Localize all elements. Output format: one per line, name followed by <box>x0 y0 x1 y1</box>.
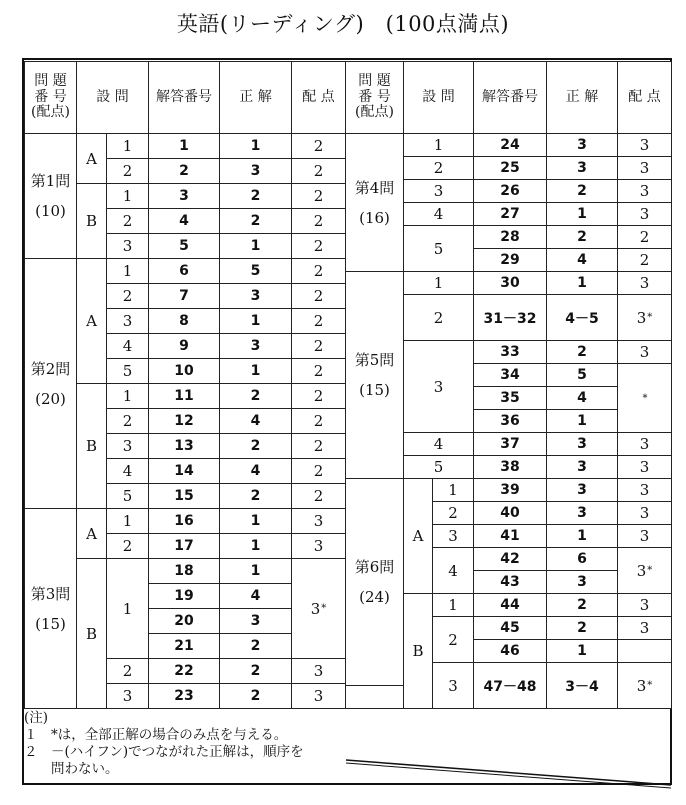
correct-answer-cell: 1 <box>546 639 618 663</box>
question-number: 2 <box>106 208 149 234</box>
question-number: 3 <box>106 233 149 259</box>
points-value: 3 <box>639 159 650 177</box>
right-header-setsumon: 設 問 <box>403 61 474 134</box>
question-number: 5 <box>106 483 149 509</box>
points-cell <box>617 662 672 709</box>
correct-answer-cell: 4 <box>219 458 292 484</box>
question-number: 1 <box>106 183 149 209</box>
sub-label-3A: A <box>76 508 107 559</box>
points-value: 3 <box>639 274 650 292</box>
answer-number-cell: 29 <box>473 248 547 272</box>
answer-number-cell: 23 <box>148 683 220 709</box>
points-cell <box>617 179 672 203</box>
answer-number-cell: 16 <box>148 508 220 534</box>
points-cell: 2 <box>291 358 346 384</box>
correct-answer-cell: 2 <box>219 633 292 659</box>
question-number: 1 <box>106 133 149 159</box>
right-header-mondai <box>345 61 404 134</box>
answer-number-cell: 39 <box>473 478 547 502</box>
question-number: 4 <box>106 333 149 359</box>
answer-number-cell: 18 <box>148 558 220 584</box>
asterisk-mark: * <box>321 603 327 614</box>
correct-answer-cell: 2 <box>546 593 618 617</box>
correct-answer-cell: 2 <box>546 616 618 640</box>
points-value: 3 <box>639 527 650 545</box>
points-value: 3 <box>636 308 647 327</box>
section-points: (10) <box>35 202 66 220</box>
correct-answer-cell: 3－4 <box>546 662 618 709</box>
points-value: 3 <box>639 343 650 361</box>
points-cell <box>617 294 672 341</box>
points-value: 3 <box>310 599 321 618</box>
correct-answer-cell: 1 <box>219 533 292 559</box>
correct-answer-cell: 2 <box>219 483 292 509</box>
question-number: 4 <box>106 458 149 484</box>
note-1: １ *は，全部正解の場合のみ点を与える。 <box>24 727 288 743</box>
section-points: (24) <box>359 588 390 606</box>
answer-number-cell: 6 <box>148 258 220 284</box>
correct-answer-cell: 3 <box>219 333 292 359</box>
section-label-1 <box>24 133 77 259</box>
answer-number-cell: 27 <box>473 202 547 226</box>
question-number: 3 <box>403 340 474 433</box>
notes-heading: (注) <box>24 710 49 726</box>
note-2: ２ －(ハイフン)でつながれた正解は，順序を <box>24 744 304 760</box>
correct-answer-cell: 4－5 <box>546 294 618 341</box>
correct-answer-cell: 3 <box>546 570 618 594</box>
question-number: 4 <box>403 202 474 226</box>
points-value: 2 <box>639 228 650 246</box>
section-label-5 <box>345 271 404 479</box>
points-cell <box>617 524 672 548</box>
left-header-haiten: 配 点 <box>291 61 346 134</box>
points-value: 3 <box>639 458 650 476</box>
answer-number-cell: 8 <box>148 308 220 334</box>
answer-number-cell: 38 <box>473 455 547 479</box>
answer-number-cell: 42 <box>473 547 547 571</box>
correct-answer-cell: 1 <box>219 358 292 384</box>
left-header-setsumon: 設 問 <box>76 61 149 134</box>
points-cell <box>291 558 346 659</box>
sub-label-6B: B <box>403 593 433 709</box>
question-number: 2 <box>106 408 149 434</box>
correct-answer-cell: 5 <box>546 363 618 387</box>
correct-answer-cell: 4 <box>546 386 618 410</box>
correct-answer-cell: 3 <box>546 156 618 180</box>
correct-answer-cell: 4 <box>546 248 618 272</box>
answer-number-cell: 11 <box>148 383 220 409</box>
points-value: 3 <box>639 205 650 223</box>
question-number: 1 <box>403 271 474 295</box>
answer-number-cell: 1 <box>148 133 220 159</box>
question-number: 3 <box>106 433 149 459</box>
answer-number-cell: 21 <box>148 633 220 659</box>
correct-answer-cell: 1 <box>219 508 292 534</box>
correct-answer-cell: 2 <box>546 225 618 249</box>
points-cell: 2 <box>291 183 346 209</box>
question-number: 2 <box>106 533 149 559</box>
answer-number-cell: 31－32 <box>473 294 547 341</box>
points-value: 3 <box>639 435 650 453</box>
points-cell: 2 <box>291 383 346 409</box>
answer-number-cell: 24 <box>473 133 547 157</box>
question-number: 3 <box>432 662 474 709</box>
section-points: (16) <box>359 208 390 227</box>
asterisk-mark: * <box>647 312 653 323</box>
asterisk-mark: * <box>647 565 653 576</box>
points-cell <box>617 616 672 640</box>
right-header-haiten: 配 点 <box>617 61 672 134</box>
note-2-cont: 問わない。 <box>24 761 119 777</box>
answer-number-cell: 30 <box>473 271 547 295</box>
points-cell <box>617 478 672 502</box>
answer-number-cell: 34 <box>473 363 547 387</box>
correct-answer-cell: 3 <box>546 478 618 502</box>
sub-label-2B: B <box>76 383 107 509</box>
points-cell <box>617 248 672 272</box>
points-cell: 3 <box>291 658 346 684</box>
sub-label-3B: B <box>76 558 107 709</box>
points-cell <box>617 202 672 226</box>
right-header-seikai: 正 解 <box>546 61 618 134</box>
section-name: 第5問 <box>354 351 395 369</box>
points-value: 3 <box>639 619 650 637</box>
points-cell <box>617 639 672 663</box>
correct-answer-cell: 3 <box>219 283 292 309</box>
answer-number-cell: 14 <box>148 458 220 484</box>
correct-answer-cell: 4 <box>219 408 292 434</box>
points-cell <box>617 271 672 295</box>
correct-answer-cell: 2 <box>219 683 292 709</box>
points-cell: 2 <box>291 458 346 484</box>
correct-answer-cell: 3 <box>219 158 292 184</box>
question-number: 4 <box>432 547 474 594</box>
points-cell: 2 <box>291 308 346 334</box>
section-name: 第3問 <box>30 584 71 603</box>
points-value: 3 <box>639 136 650 154</box>
answer-number-cell: 9 <box>148 333 220 359</box>
question-number: 2 <box>403 294 474 341</box>
section-label-3 <box>24 508 77 709</box>
points-cell <box>617 340 672 364</box>
points-value: 3 <box>639 596 650 614</box>
points-value: 3 <box>639 481 650 499</box>
right-header-kaito: 解答番号 <box>473 61 547 134</box>
correct-answer-cell: 2 <box>219 433 292 459</box>
answer-number-cell: 10 <box>148 358 220 384</box>
header-mondai-line2: 番 号 <box>34 88 67 105</box>
correct-answer-cell: 1 <box>546 409 618 433</box>
correct-answer-cell: 2 <box>219 208 292 234</box>
asterisk-mark: * <box>642 392 648 404</box>
points-cell: 2 <box>291 233 346 259</box>
correct-answer-cell: 1 <box>546 524 618 548</box>
correct-answer-cell: 3 <box>546 432 618 456</box>
answer-number-cell: 41 <box>473 524 547 548</box>
header-mondai-line1: 問 題 <box>34 72 67 89</box>
correct-answer-cell: 1 <box>219 233 292 259</box>
points-cell: 2 <box>291 433 346 459</box>
header-mondai-line3: (配点) <box>355 104 394 121</box>
question-number: 3 <box>106 683 149 709</box>
points-cell: 2 <box>291 133 346 159</box>
section-points: (15) <box>35 614 66 633</box>
section-label-4 <box>345 133 404 272</box>
question-number: 5 <box>403 225 474 272</box>
question-number: 5 <box>106 358 149 384</box>
answer-number-cell: 26 <box>473 179 547 203</box>
correct-answer-cell: 3 <box>546 501 618 525</box>
sub-label-1A: A <box>76 133 107 184</box>
answer-number-cell: 19 <box>148 583 220 609</box>
answer-number-cell: 25 <box>473 156 547 180</box>
answer-number-cell: 37 <box>473 432 547 456</box>
points-cell: 2 <box>291 158 346 184</box>
section-points: (15) <box>359 381 390 399</box>
header-mondai-line1: 問 題 <box>358 72 391 89</box>
question-number: 2 <box>432 616 474 663</box>
section-name: 第4問 <box>354 178 395 197</box>
question-number: 3 <box>403 179 474 203</box>
answer-number-cell: 44 <box>473 593 547 617</box>
points-cell <box>617 593 672 617</box>
sub-label-1B: B <box>76 183 107 259</box>
left-header-mondai <box>24 61 77 134</box>
section-points: (20) <box>35 389 66 408</box>
correct-answer-cell: 5 <box>219 258 292 284</box>
points-cell <box>617 432 672 456</box>
left-header-kaito: 解答番号 <box>148 61 220 134</box>
points-cell: 2 <box>291 333 346 359</box>
question-number: 1 <box>106 258 149 284</box>
section-label-2 <box>24 258 77 509</box>
correct-answer-cell: 3 <box>546 133 618 157</box>
points-cell: 3 <box>291 508 346 534</box>
answer-number-cell: 33 <box>473 340 547 364</box>
question-number: 1 <box>106 508 149 534</box>
correct-answer-cell: 1 <box>546 202 618 226</box>
points-value: 3 <box>636 561 647 580</box>
answer-number-cell: 28 <box>473 225 547 249</box>
points-cell <box>617 501 672 525</box>
points-value: 3 <box>639 182 650 200</box>
answer-number-cell: 7 <box>148 283 220 309</box>
section-name: 第2問 <box>30 359 71 378</box>
correct-answer-cell: 1 <box>219 308 292 334</box>
answer-number-cell: 46 <box>473 639 547 663</box>
header-mondai-line3: (配点) <box>31 104 70 121</box>
answer-number-cell: 3 <box>148 183 220 209</box>
points-cell <box>617 363 672 433</box>
sub-label-6A: A <box>403 478 433 594</box>
points-cell <box>617 547 672 594</box>
question-number: 2 <box>403 156 474 180</box>
question-number: 4 <box>403 432 474 456</box>
answer-number-cell: 5 <box>148 233 220 259</box>
answer-number-cell: 15 <box>148 483 220 509</box>
points-cell: 2 <box>291 483 346 509</box>
question-number: 2 <box>432 501 474 525</box>
correct-answer-cell: 3 <box>546 455 618 479</box>
section-label-6 <box>345 478 404 686</box>
answer-number-cell: 43 <box>473 570 547 594</box>
answer-number-cell: 4 <box>148 208 220 234</box>
points-value: 2 <box>639 251 650 269</box>
question-number: 3 <box>432 524 474 548</box>
asterisk-mark: * <box>647 680 653 691</box>
answer-number-cell: 45 <box>473 616 547 640</box>
correct-answer-cell: 2 <box>546 179 618 203</box>
question-number: 2 <box>106 158 149 184</box>
points-cell: 2 <box>291 408 346 434</box>
question-number: 1 <box>106 558 149 659</box>
points-cell <box>617 455 672 479</box>
answer-number-cell: 40 <box>473 501 547 525</box>
points-cell: 2 <box>291 283 346 309</box>
section-name: 第1問 <box>30 172 71 190</box>
points-cell <box>617 225 672 249</box>
question-number: 1 <box>432 478 474 502</box>
points-cell: 2 <box>291 258 346 284</box>
points-value: 3 <box>636 676 647 695</box>
correct-answer-cell: 4 <box>219 583 292 609</box>
question-number: 1 <box>432 593 474 617</box>
question-number: 2 <box>106 283 149 309</box>
points-cell <box>617 156 672 180</box>
answer-number-cell: 17 <box>148 533 220 559</box>
answer-number-cell: 12 <box>148 408 220 434</box>
section-name: 第6問 <box>354 558 395 576</box>
correct-answer-cell: 1 <box>219 558 292 584</box>
question-number: 5 <box>403 455 474 479</box>
correct-answer-cell: 6 <box>546 547 618 571</box>
correct-answer-cell: 2 <box>219 183 292 209</box>
page-title: 英語(リーディング) (100点満点) <box>176 12 510 36</box>
correct-answer-cell: 1 <box>546 271 618 295</box>
question-number: 2 <box>106 658 149 684</box>
correct-answer-cell: 2 <box>546 340 618 364</box>
points-cell: 3 <box>291 683 346 709</box>
correct-answer-cell: 1 <box>219 133 292 159</box>
question-number: 1 <box>403 133 474 157</box>
notes-block <box>24 710 344 778</box>
points-cell: 2 <box>291 208 346 234</box>
points-cell <box>617 133 672 157</box>
answer-number-cell: 2 <box>148 158 220 184</box>
points-cell: 3 <box>291 533 346 559</box>
points-value: 3 <box>639 504 650 522</box>
sub-label-2A: A <box>76 258 107 384</box>
answer-number-cell: 20 <box>148 608 220 634</box>
answer-number-cell: 36 <box>473 409 547 433</box>
correct-answer-cell: 2 <box>219 658 292 684</box>
question-number: 3 <box>106 308 149 334</box>
correct-answer-cell: 2 <box>219 383 292 409</box>
correct-answer-cell: 3 <box>219 608 292 634</box>
answer-number-cell: 35 <box>473 386 547 410</box>
answer-number-cell: 47－48 <box>473 662 547 709</box>
blank-cell <box>345 685 404 709</box>
answer-number-cell: 13 <box>148 433 220 459</box>
left-header-seikai: 正 解 <box>219 61 292 134</box>
header-mondai-line2: 番 号 <box>358 88 391 105</box>
question-number: 1 <box>106 383 149 409</box>
answer-number-cell: 22 <box>148 658 220 684</box>
